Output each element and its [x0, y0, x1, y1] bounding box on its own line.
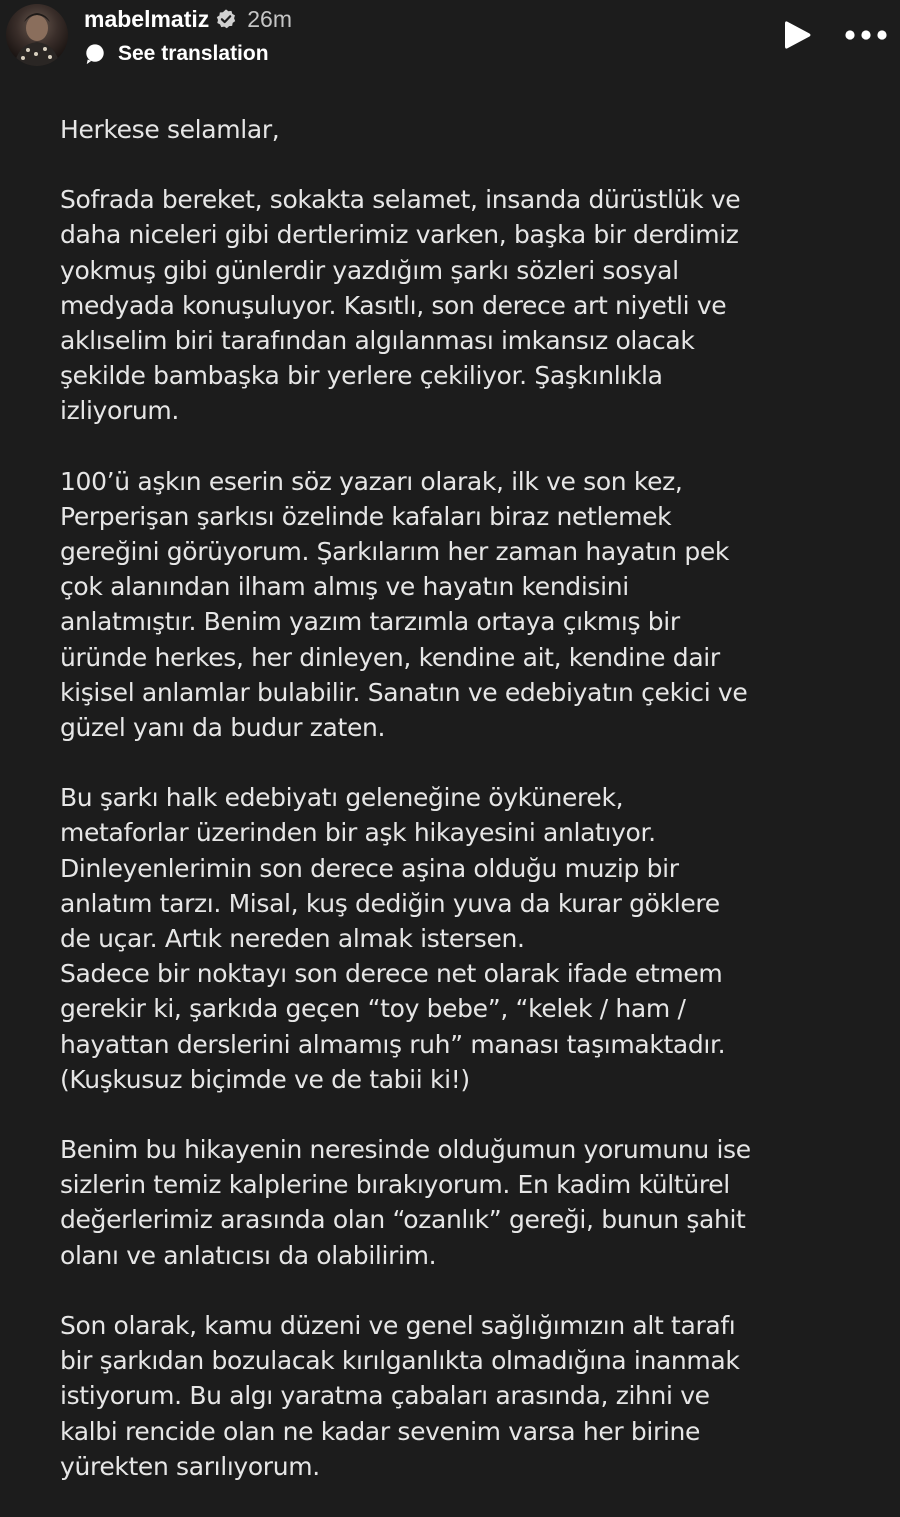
text-line: gerekir ki, şarkıda geçen “toy bebe”, “kelek / ham /: [60, 994, 686, 1024]
text-line: Sofrada bereket, sokakta selamet, insanda dürüstlük ve: [60, 185, 741, 215]
username[interactable]: mabelmatiz: [84, 5, 210, 32]
text-line: 100’ü aşkın eserin söz yazarı olarak, ilk ve son kez,: [60, 466, 683, 496]
text-line: izliyorum.: [60, 396, 179, 426]
text-line: değerlerimiz arasında olan “ozanlık” gereği, bunun şahit: [60, 1205, 746, 1235]
text-line: üründe herkes, her dinleyen, kendine ait, kendine dair: [60, 642, 720, 672]
text-line: de uçar. Artık nereden almak istersen.: [60, 924, 525, 954]
paragraph-greeting: [60, 112, 850, 147]
text-line: bir şarkıdan bozulacak kırılganlıkta olmadığına inanmak: [60, 1346, 740, 1376]
text-line: çok alanından ilham almış ve hayatın kendisini: [60, 572, 629, 602]
text-line: hayattan derslerini almamış ruh” manası taşımaktadır.: [60, 1029, 726, 1059]
story-header: [0, 0, 900, 80]
username-row: [84, 4, 292, 34]
text-line: Son olarak, kamu düzeni ve genel sağlığımızın alt tarafı: [60, 1310, 736, 1340]
text-line: Perperişan şarkısı özelinde kafaları biraz netlemek: [60, 501, 672, 531]
play-icon[interactable]: [780, 18, 814, 52]
more-options-icon[interactable]: [842, 22, 890, 48]
translate-icon: [84, 43, 106, 65]
text-line: daha niceleri gibi dertlerimiz varken, başka bir derdimiz: [60, 220, 739, 250]
text-line: (Kuşkusuz biçimde ve de tabii ki!): [60, 1064, 470, 1094]
text-line: istiyorum. Bu algı yaratma çabaları arasında, zihni ve: [60, 1381, 710, 1411]
text-line: sizlerin temiz kalplerine bırakıyorum. En kadim kültürel: [60, 1170, 730, 1200]
see-translation-button[interactable]: [84, 40, 269, 68]
avatar-portrait-icon: [6, 4, 68, 66]
text-line: kalbi rencide olan ne kadar sevenim varsa her birine: [60, 1416, 701, 1446]
text-line: aklıselim biri tarafından algılanması imkansız olacak: [60, 326, 695, 356]
text-line: anlatmıştır. Benim yazım tarzımla ortaya çıkmış bir: [60, 607, 680, 637]
verified-badge-icon: [215, 8, 237, 30]
paragraph-3: [60, 780, 850, 1097]
text-line: yokmuş gibi günlerdir yazdığım şarkı sözleri sosyal: [60, 255, 679, 285]
text-line: Benim bu hikayenin neresinde olduğumun yorumunu ise: [60, 1135, 751, 1165]
avatar[interactable]: [6, 4, 68, 66]
text-line: gereğini görüyorum. Şarkılarım her zaman hayatın pek: [60, 537, 730, 567]
paragraph-2: [60, 464, 850, 746]
story-text-body: [60, 112, 850, 1517]
text-line: Bu şarkı halk edebiyatı geleneğine öykünerek,: [60, 783, 624, 813]
text-line: anlatım tarzı. Misal, kuş dediğin yuva da kurar göklere: [60, 888, 720, 918]
text-line: yürekten sarılıyorum.: [60, 1451, 320, 1481]
text-line: kişisel anlamlar bulabilir. Sanatın ve edebiyatın çekici ve: [60, 677, 748, 707]
text-line: olanı ve anlatıcısı da olabilirim.: [60, 1240, 437, 1270]
paragraph-4: [60, 1132, 850, 1273]
see-translation-label: See translation: [118, 42, 269, 65]
text-line: metaforlar üzerinden bir aşk hikayesini anlatıyor.: [60, 818, 656, 848]
text-line: şekilde bambaşka bir yerlere çekiliyor. Şaşkınlıkla: [60, 361, 663, 391]
paragraph-1: [60, 182, 850, 428]
text-line: Dinleyenlerimin son derece aşina olduğu muzip bir: [60, 853, 679, 883]
text-line: medyada konuşuluyor. Kasıtlı, son derece art niyetli ve: [60, 290, 727, 320]
text-line: Herkese selamlar,: [60, 115, 280, 144]
post-time: 26m: [247, 5, 293, 32]
text-line: Sadece bir noktayı son derece net olarak ifade etmem: [60, 959, 723, 989]
paragraph-5: [60, 1308, 850, 1484]
text-line: güzel yanı da budur zaten.: [60, 713, 386, 743]
